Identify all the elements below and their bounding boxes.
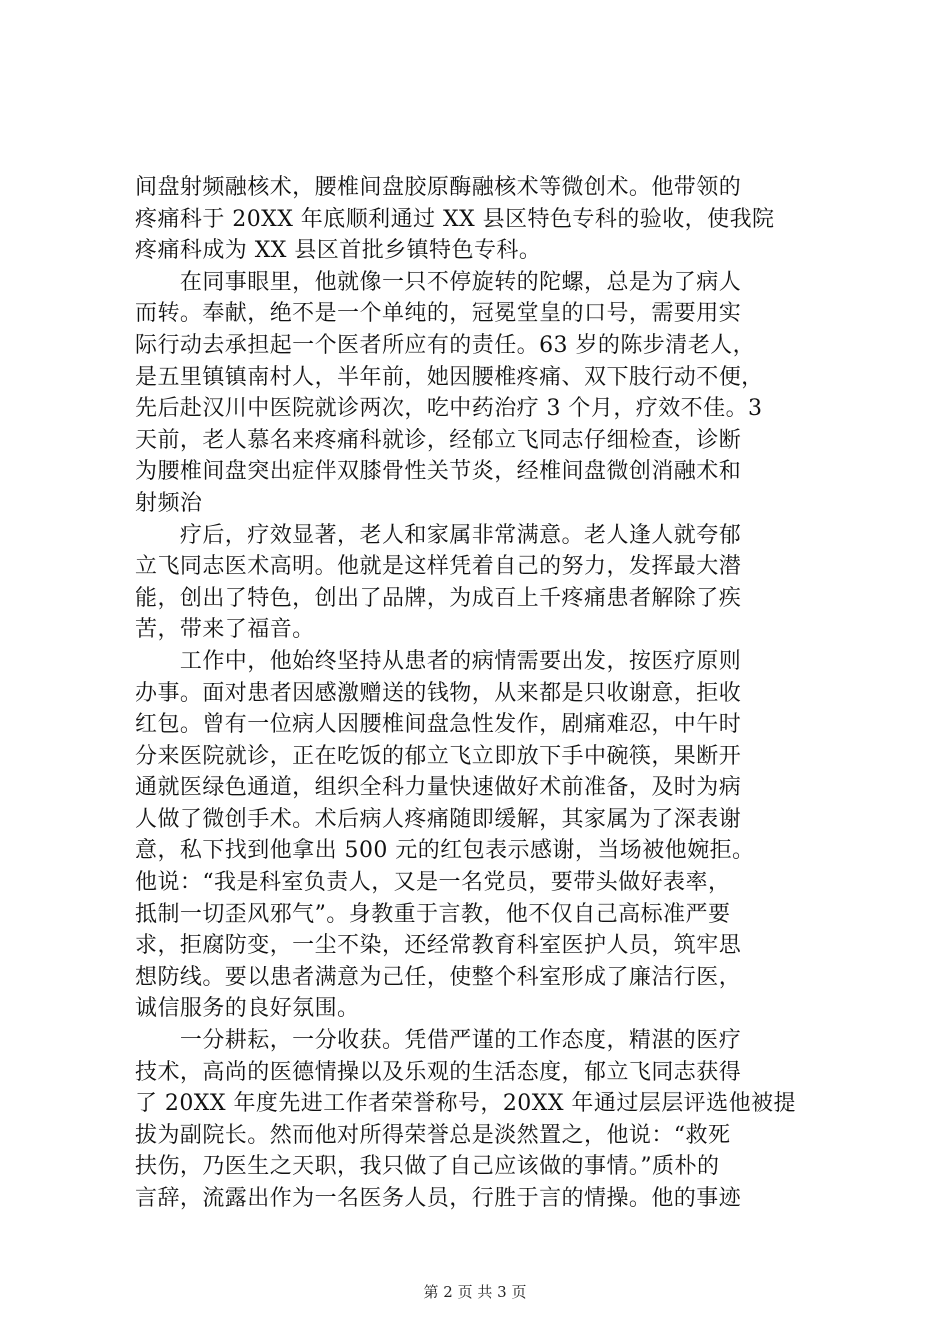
text-line: 能，创出了特色，创出了品牌，为成百上千疼痛患者解除了疾 [135, 585, 742, 611]
text-line: 际行动去承担起一个医者所应有的责任。63 岁的陈步清老人， [135, 332, 756, 358]
text-line: 苦，带来了福音。 [135, 617, 315, 643]
body-text [135, 172, 825, 1215]
text-line: 先后赴汉川中医院就诊两次，吃中药治疗 3 个月，疗效不佳。3 [135, 396, 763, 422]
text-line: 他说：“我是科室负责人，又是一名党员，要带头做好表率， [135, 870, 731, 896]
text-line: 人做了微创手术。术后病人疼痛随即缓解，其家属为了深表谢 [135, 806, 742, 832]
text-line: 疼痛科于 20XX 年底顺利通过 XX 县区特色专科的验收，使我院 [135, 206, 775, 232]
text-line: 疗后，疗效显著，老人和家属非常满意。老人逢人就夸郁 [135, 522, 742, 548]
text-line: 想防线。要以患者满意为己任，使整个科室形成了廉洁行医， [135, 964, 742, 990]
text-line: 为腰椎间盘突出症伴双膝骨性关节炎，经椎间盘微创消融术和 [135, 459, 742, 485]
text-line: 技术，高尚的医德情操以及乐观的生活态度，郁立飞同志获得 [135, 1059, 742, 1085]
text-line: 求，拒腐防变，一尘不染，还经常教育科室医护人员，筑牢思 [135, 933, 742, 959]
text-line: 射频治 [135, 490, 203, 516]
text-line: 立飞同志医术高明。他就是这样凭着自己的努力，发挥最大潜 [135, 554, 742, 580]
text-line: 通就医绿色通道，组织全科力量快速做好术前准备，及时为病 [135, 775, 742, 801]
text-line: 而转。奉献，绝不是一个单纯的，冠冕堂皇的口号，需要用实 [135, 301, 742, 327]
text-line: 在同事眼里，他就像一只不停旋转的陀螺，总是为了病人 [135, 269, 742, 295]
text-line: 扶伤，乃医生之天职，我只做了自己应该做的事情。”质朴的 [135, 1154, 720, 1180]
text-line: 拔为副院长。然而他对所得荣誉总是淡然置之，他说：“救死 [135, 1122, 731, 1148]
text-line: 工作中，他始终坚持从患者的病情需要出发，按医疗原则 [135, 648, 742, 674]
text-line: 红包。曾有一位病人因腰椎间盘急性发作，剧痛难忍，中午时 [135, 712, 742, 738]
text-line: 天前，老人慕名来疼痛科就诊，经郁立飞同志仔细检查，诊断 [135, 427, 742, 453]
text-line: 间盘射频融核术，腰椎间盘胶原酶融核术等微创术。他带领的 [135, 175, 742, 200]
text-line: 分来医院就诊，正在吃饭的郁立飞立即放下手中碗筷，果断开 [135, 743, 742, 769]
text-line: 疼痛科成为 XX 县区首批乡镇特色专科。 [135, 238, 542, 264]
text-line: 一分耕耘，一分收获。凭借严谨的工作态度，精湛的医疗 [135, 1028, 742, 1054]
text-line: 诚信服务的良好氛围。 [135, 996, 360, 1022]
text-line: 抵制一切歪风邪气”。身教重于言教，他不仅自己高标准严要 [135, 901, 731, 927]
text-line: 办事。面对患者因感激赠送的钱物，从来都是只收谢意，拒收 [135, 680, 742, 706]
page-number-footer: 第 2 页 共 3 页 [423, 1283, 527, 1301]
text-line: 了 20XX 年度先进工作者荣誉称号，20XX 年通过层层评选他被提 [135, 1091, 796, 1117]
text-line: 言辞，流露出作为一名医务人员，行胜于言的情操。他的事迹 [135, 1186, 742, 1211]
text-line: 是五里镇镇南村人，半年前，她因腰椎疼痛、双下肢行动不便， [135, 364, 764, 390]
text-line: 意，私下找到他拿出 500 元的红包表示感谢，当场被他婉拒。 [135, 838, 755, 864]
